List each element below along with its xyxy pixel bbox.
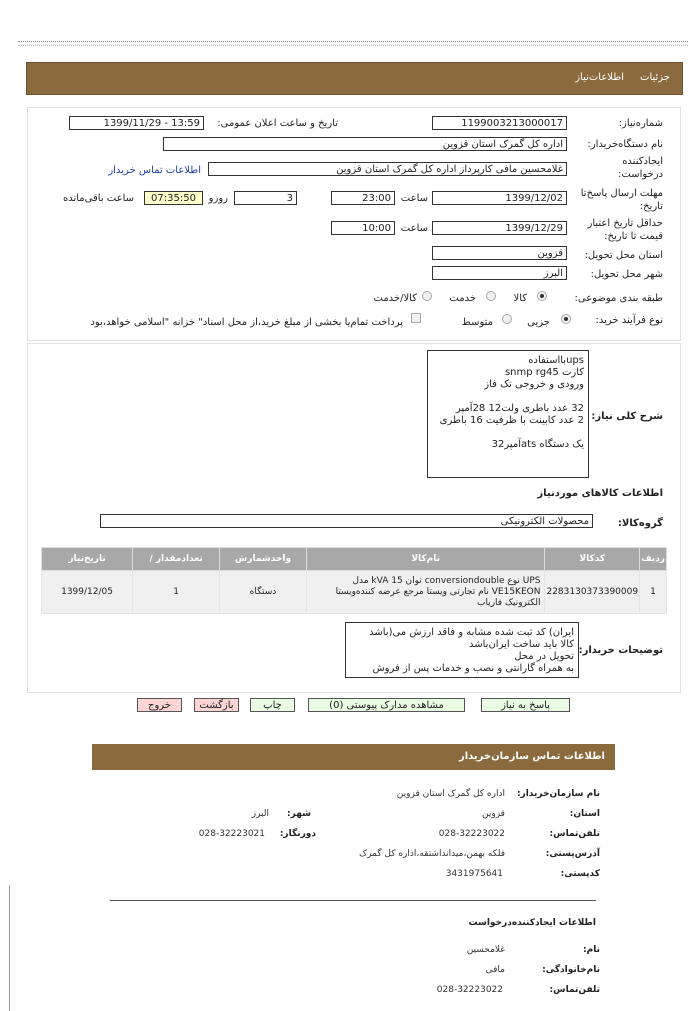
days-field: 3 bbox=[234, 191, 297, 205]
org-name-value: اداره کل گمرک استان قزوین bbox=[396, 789, 505, 799]
need-number-field: 1199003213000017 bbox=[432, 116, 567, 130]
notes-line-3: تحویل در محل bbox=[514, 651, 574, 662]
summary-line-5: 32 عدد باطری ولت12 28آمپر bbox=[455, 403, 584, 414]
view-attachments-button[interactable]: مشاهده مدارک پیوستی (0) bbox=[308, 698, 465, 712]
col-name: نام‌کالا bbox=[306, 548, 545, 571]
creator-label-1: ایجادکننده bbox=[622, 156, 663, 167]
summary-line-6: 2 عدد کابینت با ظرفیت 16 باطری bbox=[439, 415, 584, 426]
goods-group-label: گروه‌کالا: bbox=[617, 518, 663, 529]
col-qty: تعدادمقدار / bbox=[133, 548, 220, 571]
top-divider bbox=[18, 41, 688, 42]
deadline-time-field: 23:00 bbox=[331, 191, 395, 205]
buyer-contact-link[interactable]: اطلاعات تماس خریدار bbox=[108, 165, 201, 176]
creator-name-label: نام: bbox=[583, 945, 600, 955]
contact-province-label: استان: bbox=[569, 809, 600, 819]
creator-family-label: نام‌خانوادگی: bbox=[542, 965, 600, 975]
process-partial-label: جزیی bbox=[527, 317, 550, 328]
contact-fax-value: 028-32223021 bbox=[198, 829, 265, 839]
province-label: استان محل تحویل: bbox=[584, 250, 663, 261]
buyer-field: اداره کل گمرک استان قزوین bbox=[163, 137, 567, 151]
deadline-date-field: 1399/12/02 bbox=[432, 191, 567, 205]
summary-line-2: کارت snmp rg45 bbox=[504, 367, 584, 378]
contact-fax-label: دورنگار: bbox=[279, 829, 316, 839]
announce-field: 1399/11/29 - 13:59 bbox=[69, 116, 204, 130]
contact-divider bbox=[110, 900, 596, 901]
contact-address-value: فلکه بهمن،میدانداشتقه،اداره کل گمرک bbox=[359, 849, 505, 859]
need-number-label: شماره‌نیاز: bbox=[618, 118, 663, 129]
creator-phone-label: تلفن‌تماس: bbox=[549, 985, 600, 995]
contact-phone-value: 028-32223022 bbox=[438, 829, 505, 839]
remaining-field: 07:35:50 bbox=[144, 191, 203, 205]
cell-name-line-3: الکترونیک فاریاب bbox=[476, 597, 541, 608]
remaining-label: ساعت باقی‌مانده bbox=[62, 193, 134, 204]
category-goods-radio[interactable] bbox=[537, 291, 547, 301]
summary-line-7 bbox=[432, 427, 584, 439]
city-field: البرز bbox=[432, 266, 567, 280]
summary-line-8: یک دستگاه atsآمپر32 bbox=[491, 439, 584, 450]
col-unit: واحدشمارش bbox=[220, 548, 307, 571]
validity-label-2: قیمت تا تاریخ: bbox=[604, 231, 663, 242]
validity-time-label: ساعت bbox=[400, 223, 428, 234]
buyer-contact-title: اطلاعات تماس سازمان‌خریدار bbox=[458, 751, 605, 762]
cell-name-line-2: VE15KEON نام تجارتی ویستا مرجع عرضه کننده‌ویستا bbox=[335, 586, 541, 597]
process-label: نوع فرآیند خرید: bbox=[595, 315, 663, 326]
items-table bbox=[41, 547, 667, 614]
col-row: ردیف bbox=[640, 548, 667, 571]
notes-line-1: ایران) کد ثبت شده مشابه و فاقد ارزش می(باشد bbox=[369, 627, 574, 638]
validity-time-field: 10:00 bbox=[331, 221, 395, 235]
category-goods-label: کالا bbox=[513, 293, 527, 304]
creator-section-title: اطلاعات ایجادکننده‌درخواست bbox=[468, 918, 596, 928]
summary-line-1: upsبااستفاده bbox=[528, 355, 584, 366]
summary-line-4 bbox=[432, 391, 584, 403]
validity-label-1: حداقل تاریخ اعتبار bbox=[587, 218, 663, 229]
exit-button[interactable]: خروج bbox=[137, 698, 182, 712]
province-field: قزوین bbox=[432, 246, 567, 260]
category-service-radio[interactable] bbox=[486, 291, 496, 301]
days-label: روزو bbox=[208, 193, 228, 204]
process-medium-label: متوسط bbox=[461, 317, 493, 328]
category-service-label: خدمت bbox=[449, 293, 476, 304]
announce-label: تاریخ و ساعت اعلان عمومی: bbox=[217, 118, 338, 129]
creator-family-value: مافی bbox=[485, 965, 505, 975]
treasury-payment-checkbox[interactable] bbox=[411, 313, 421, 323]
tab-details[interactable]: جزئیات bbox=[640, 72, 670, 83]
buyer-label: نام دستگاه‌خریدار: bbox=[587, 139, 663, 150]
city-label: شهر محل تحویل: bbox=[590, 269, 663, 280]
validity-date-field: 1399/12/29 bbox=[432, 221, 567, 235]
deadline-label-2: تاریخ: bbox=[639, 201, 663, 212]
cell-code: 2283130373390009 bbox=[545, 571, 640, 614]
notes-line-2: کالا باید ساخت ایران‌باشد bbox=[469, 639, 574, 650]
left-border-line bbox=[9, 885, 10, 1011]
goods-group-field: محصولات الکترونیکی bbox=[100, 514, 593, 528]
buyer-notes-box bbox=[345, 622, 579, 678]
reply-button[interactable]: پاسخ به نیاز bbox=[481, 698, 570, 712]
contact-postal-label: کدپستی: bbox=[560, 869, 600, 879]
cell-row: 1 bbox=[640, 571, 667, 614]
table-row bbox=[42, 571, 667, 614]
buyer-notes-label: توضیحات خریدار: bbox=[578, 645, 663, 656]
cell-qty: 1 bbox=[133, 571, 220, 614]
top-divider-2 bbox=[18, 45, 688, 46]
col-date: تاریخ‌نیاز bbox=[42, 548, 133, 571]
tab-need-info[interactable]: اطلاعات‌نیاز bbox=[575, 72, 624, 83]
category-goods-service-label: کالا/خدمت bbox=[373, 293, 417, 304]
category-label: طبقه بندی موضوعی: bbox=[574, 293, 663, 304]
treasury-payment-note: پرداخت تمام‌یا بخشی از مبلغ خرید،از محل اسناد" خزانه "اسلامی خواهد،بود bbox=[90, 317, 403, 328]
cell-date: 1399/12/05 bbox=[42, 571, 133, 614]
creator-label-2: درخواست: bbox=[618, 169, 663, 180]
creator-phone-value: 028-32223022 bbox=[436, 985, 503, 995]
process-partial-radio[interactable] bbox=[561, 314, 571, 324]
contact-address-label: آدرس‌پستی: bbox=[545, 849, 600, 859]
buyer-contact-header bbox=[92, 744, 615, 770]
deadline-time-label: ساعت bbox=[400, 193, 428, 204]
cell-name-line-1: UPS نوع conversiondouble توان 15 kVA مدل bbox=[352, 575, 541, 586]
creator-name-value: غلامحسین bbox=[466, 945, 505, 955]
process-medium-radio[interactable] bbox=[502, 314, 512, 324]
contact-province-value: قزوین bbox=[482, 809, 505, 819]
col-code: کدکالا bbox=[545, 548, 640, 571]
cell-unit: دستگاه bbox=[220, 571, 307, 614]
cell-name bbox=[306, 571, 545, 614]
print-button[interactable]: چاپ bbox=[250, 698, 295, 712]
contact-city-value: البرز bbox=[251, 809, 269, 819]
org-name-label: نام سازمان‌خریدار: bbox=[516, 789, 600, 799]
items-section-title: اطلاعات کالاهای موردنیاز bbox=[537, 488, 663, 499]
deadline-label-1: مهلت ارسال پاسخ‌تا bbox=[580, 188, 663, 199]
tab-bar bbox=[26, 62, 683, 95]
contact-phone-label: تلفن‌تماس: bbox=[549, 829, 600, 839]
contact-postal-value: 3431975641 bbox=[445, 869, 503, 879]
back-button[interactable]: بازگشت bbox=[194, 698, 239, 712]
contact-city-label: شهر: bbox=[287, 809, 311, 819]
notes-line-4: به همراه گارانتی و نصب و خدمات پس از فروش bbox=[372, 663, 574, 674]
items-table-header bbox=[42, 548, 667, 571]
creator-field: غلامحسین مافی کارپرداز اداره کل گمرک استان قزوین bbox=[208, 162, 567, 176]
category-goods-service-radio[interactable] bbox=[422, 291, 432, 301]
summary-line-3: ورودی و خروجی تک فاز bbox=[484, 379, 584, 390]
summary-box bbox=[427, 350, 589, 478]
summary-label: شرح کلی نیاز: bbox=[591, 411, 663, 422]
